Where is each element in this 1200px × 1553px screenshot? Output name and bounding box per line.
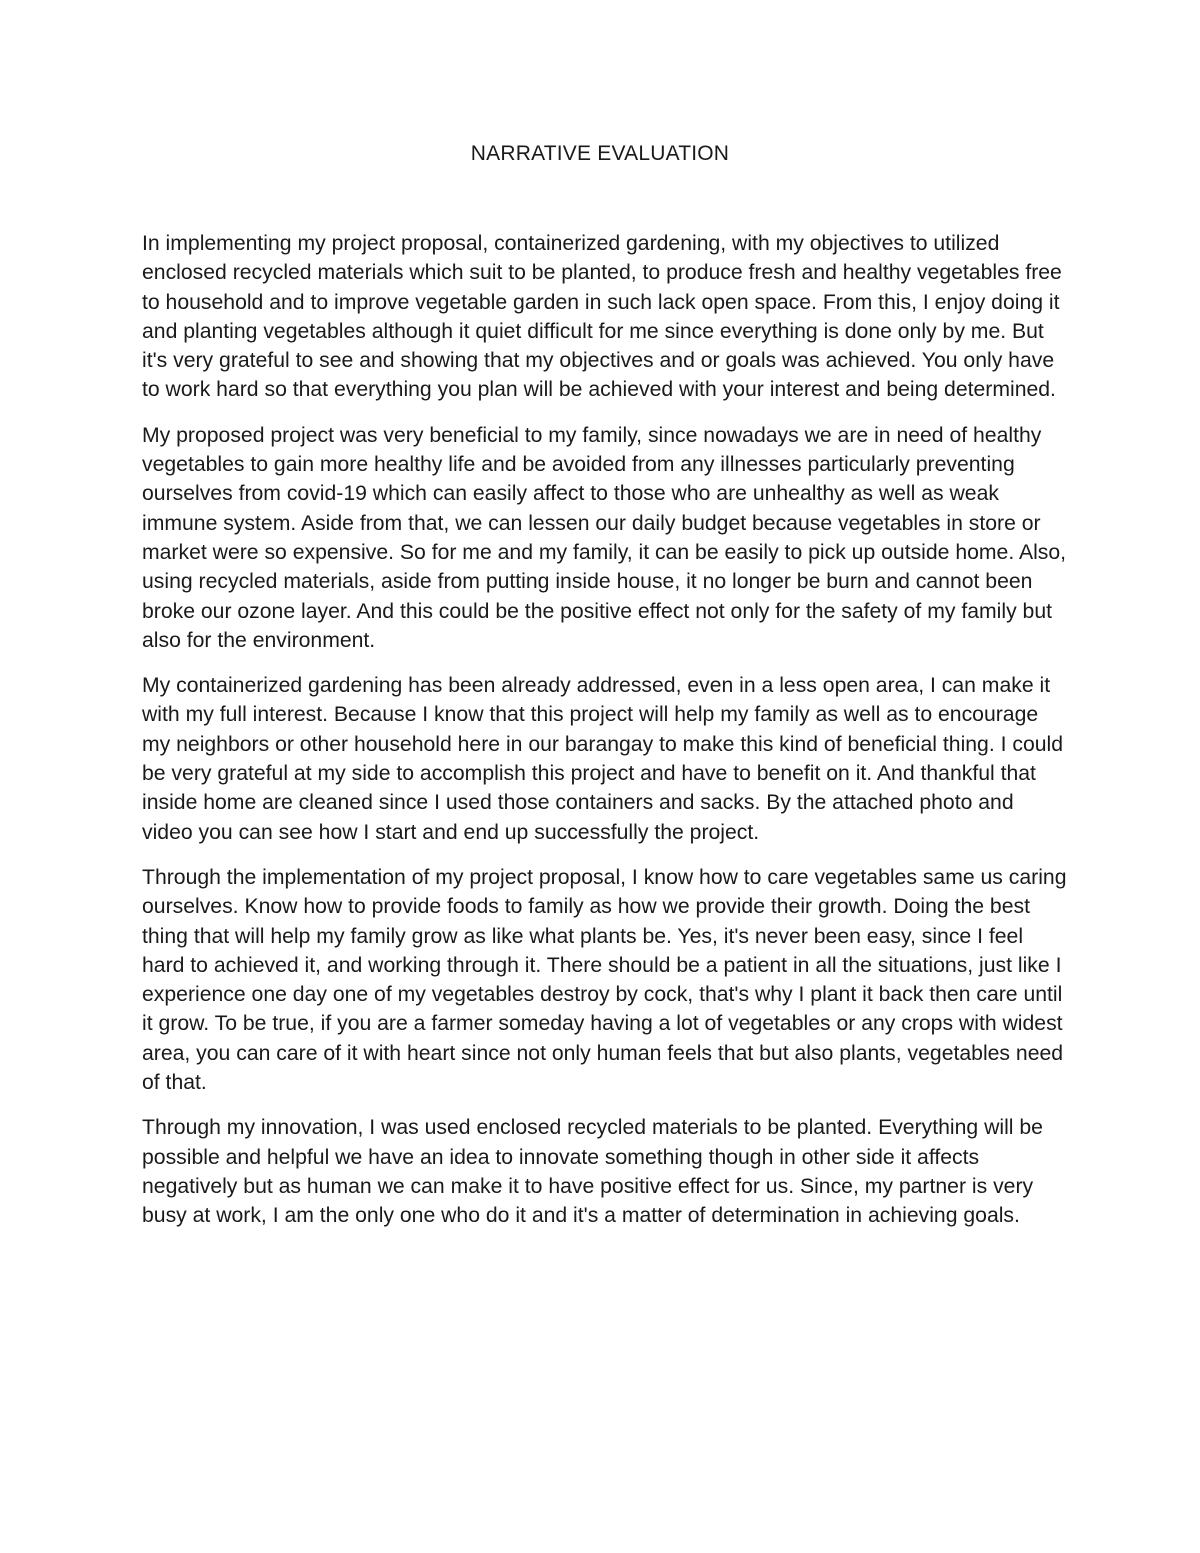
paragraph-1: In implementing my project proposal, containerized gardening, with my objectives to utilized enclosed recycled materials which suit to be planted, to produce fresh and healthy vegetables free to household and to improve vegetable garden in such lack open space. From this, I enjoy doing it and planting vegetables although it quiet difficult for me since everything is done only by me. But it's very grateful to see and showing that my objectives and or goals was achieved. You only have to work hard so that everything you plan will be achieved with your interest and being determined. [142,232,1062,402]
document-body [142,229,1067,1247]
paragraph-3: My containerized gardening has been already addressed, even in a less open area, I can make it with my full interest. Because I know that this project will help my family as well as to encourage my neighbors or other household here in our barangay to make this kind of beneficial thing. I could be very grateful at my side to accomplish this project and have to benefit on it. And thankful that inside home are cleaned since I used those containers and sacks. By the attached photo and video you can see how I start and end up successfully the project. [142,674,1064,844]
paragraph-5: Through my innovation, I was used enclosed recycled materials to be planted. Everything will be possible and helpful we have an idea to innovate something though in other side it affects negatively but as human we can make it to have positive effect for us. Since, my partner is very busy at work, I am the only one who do it and it's a matter of determination in achieving goals. [142,1116,1043,1228]
paragraph-4: Through the implementation of my project proposal, I know how to care vegetables same us caring ourselves. Know how to provide foods to family as how we provide their growth. Doing the best thing that will help my family grow as like what plants be. Yes, it's never been easy, since I feel hard to achieved it, and working through it. There should be a patient in all the situations, just like I experience one day one of my vegetables destroy by cock, that's why I plant it back then care until it grow. To be true, if you are a farmer someday having a lot of vegetables or any crops with widest area, you can care of it with heart since not only human feels that but also plants, vegetables need of that. [142,865,1067,1095]
document-title: NARRATIVE EVALUATION [470,142,730,165]
paragraph-2: My proposed project was very beneficial to my family, since nowadays we are in need of healthy vegetables to gain more healthy life and be avoided from any illnesses particularly preventing ourselves from covid-19 which can easily affect to those who are unhealthy as well as weak immune system. Aside from that, we can lessen our daily budget because vegetables in store or market were so expensive. So for me and my family, it can be easily to pick up outside home. Also, using recycled materials, aside from putting inside house, it no longer be burn and cannot been broke our ozone layer. And this could be the positive effect not only for the safety of my family but also for the environment. [142,423,1067,652]
